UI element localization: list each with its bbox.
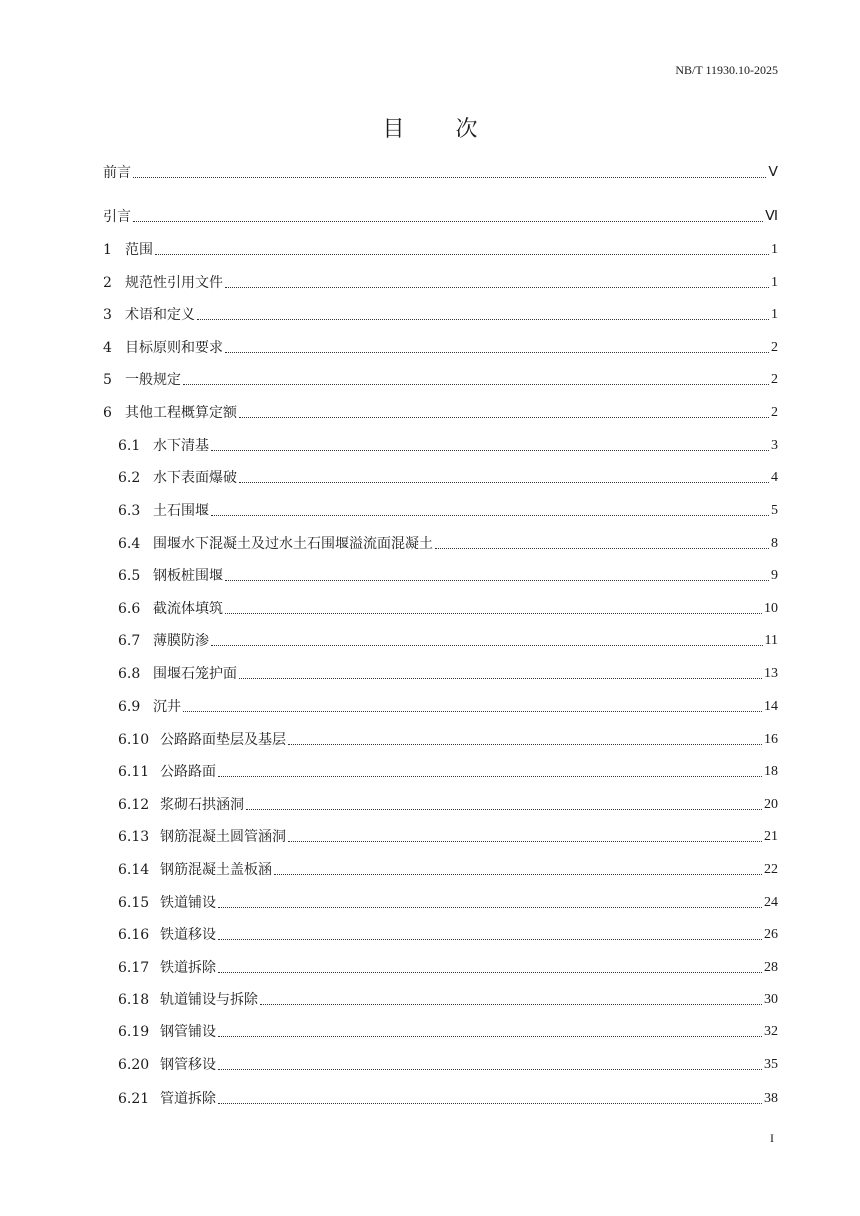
- toc-entry-page: 3: [771, 438, 778, 453]
- toc-entry-number: 6.10: [118, 732, 150, 748]
- toc-entry[interactable]: [103, 273, 778, 293]
- toc-entry-number: 6.1: [118, 438, 141, 454]
- toc-entry-label: 浆砌石拱涵洞: [160, 797, 244, 813]
- toc-entry-number: 6.14: [118, 862, 150, 878]
- toc-entry[interactable]: [103, 338, 778, 358]
- toc-entry-number: 6.12: [118, 797, 150, 813]
- dot-leader: [133, 220, 763, 222]
- toc-entry[interactable]: [118, 599, 778, 619]
- toc-entry-label: 目标原则和要求: [125, 340, 223, 356]
- toc-entry[interactable]: [118, 534, 778, 554]
- toc-entry-label: 引言: [103, 209, 131, 225]
- toc-entry-page: 8: [771, 536, 778, 551]
- toc-entry[interactable]: [118, 860, 778, 880]
- toc-entry-page: 38: [764, 1091, 778, 1106]
- toc-entry-label: 围堰石笼护面: [153, 666, 237, 682]
- toc-entry[interactable]: [103, 370, 778, 390]
- toc-entry-number: 6.16: [118, 927, 150, 943]
- toc-entry-label: 铁道移设: [160, 927, 216, 943]
- toc-entry-number: 6.8: [118, 666, 141, 682]
- dot-leader: [197, 318, 769, 320]
- toc-entry[interactable]: [118, 566, 778, 586]
- toc-entry-number: 6.4: [118, 536, 141, 552]
- dot-leader: [211, 644, 763, 646]
- toc-entry-page: 2: [771, 405, 778, 420]
- toc-entry-label: 公路路面垫层及基层: [160, 732, 286, 748]
- toc-entry-page: 1: [771, 275, 778, 290]
- toc-entry[interactable]: [118, 501, 778, 521]
- toc-entry-page: 2: [771, 340, 778, 355]
- toc-entry-label: 土石围堰: [153, 503, 209, 519]
- toc-entry[interactable]: [118, 795, 778, 815]
- toc-entry-number: 6.3: [118, 503, 141, 519]
- toc-entry[interactable]: [118, 762, 778, 782]
- toc-entry-label: 水下清基: [153, 438, 209, 454]
- toc-entry[interactable]: [118, 1055, 778, 1075]
- dot-leader: [218, 938, 762, 940]
- toc-entry-label: 钢筋混凝土盖板涵: [160, 862, 272, 878]
- toc-entry-label: 铁道拆除: [160, 960, 216, 976]
- toc-entry-label: 规范性引用文件: [125, 275, 223, 291]
- toc-entry-page: 4: [771, 470, 778, 485]
- toc-entry[interactable]: [118, 893, 778, 913]
- toc-entry-page: 24: [764, 895, 778, 910]
- toc-entry-page: 22: [764, 862, 778, 877]
- toc-entry-page: 28: [764, 960, 778, 975]
- dot-leader: [211, 449, 769, 451]
- toc-entry-number: 6.15: [118, 895, 150, 911]
- toc-entry[interactable]: [103, 207, 778, 227]
- toc-entry-number: 1: [103, 242, 112, 258]
- dot-leader: [218, 775, 762, 777]
- toc-entry-number: 6.2: [118, 470, 141, 486]
- toc-entry-number: 6.7: [118, 633, 141, 649]
- toc-entry-page: 20: [764, 797, 778, 812]
- toc-entry-page: 14: [764, 699, 778, 714]
- toc-entry-label: 管道拆除: [160, 1091, 216, 1107]
- toc-entry-page: 16: [764, 732, 778, 747]
- toc-entry[interactable]: [103, 403, 778, 423]
- toc-entry-number: 6.11: [118, 764, 150, 780]
- dot-leader: [225, 612, 762, 614]
- dot-leader: [288, 840, 762, 842]
- toc-entry-number: 3: [103, 307, 112, 323]
- toc-entry-label: 钢筋混凝土圆管涵洞: [160, 829, 286, 845]
- toc-entry-label: 沉井: [153, 699, 181, 715]
- toc-entry-number: 2: [103, 275, 112, 291]
- toc-entry-number: 6.18: [118, 992, 150, 1008]
- toc-entry-page: 1: [771, 307, 778, 322]
- toc-entry[interactable]: [103, 163, 778, 183]
- dot-leader: [435, 547, 769, 549]
- dot-leader: [133, 176, 766, 178]
- toc-entry[interactable]: [103, 305, 778, 325]
- toc-entry-label: 截流体填筑: [153, 601, 223, 617]
- toc-entry-number: 6.19: [118, 1024, 150, 1040]
- toc-entry-label: 薄膜防渗: [153, 633, 209, 649]
- toc-entry[interactable]: [118, 631, 778, 651]
- dot-leader: [183, 710, 762, 712]
- toc-entry-label: 前言: [103, 165, 131, 181]
- toc-entry-label: 轨道铺设与拆除: [160, 992, 258, 1008]
- toc-entry[interactable]: [118, 1089, 778, 1109]
- toc-entry[interactable]: [118, 436, 778, 456]
- toc-entry-page: 30: [764, 992, 778, 1007]
- toc-entry[interactable]: [118, 697, 778, 717]
- dot-leader: [288, 743, 762, 745]
- toc-entry-page: 32: [764, 1024, 778, 1039]
- toc-entry-label: 钢板桩围堰: [153, 568, 223, 584]
- toc-entry[interactable]: [118, 958, 778, 978]
- toc-entry-number: 5: [103, 372, 112, 388]
- toc-entry-page: 10: [764, 601, 778, 616]
- dot-leader: [183, 383, 769, 385]
- toc-entry-page: Ⅴ: [768, 165, 778, 180]
- toc-entry-number: 6.13: [118, 829, 150, 845]
- toc-entry[interactable]: [118, 990, 778, 1010]
- toc-entry-page: 9: [771, 568, 778, 583]
- dot-leader: [239, 481, 769, 483]
- toc-entry-page: 2: [771, 372, 778, 387]
- dot-leader: [218, 906, 762, 908]
- dot-leader: [225, 286, 769, 288]
- toc-entry-page: 1: [771, 242, 778, 257]
- toc-entry[interactable]: [118, 664, 778, 684]
- toc-entry-page: 35: [764, 1057, 778, 1072]
- toc-entry-number: 4: [103, 340, 112, 356]
- toc-entry-label: 钢管移设: [160, 1057, 216, 1073]
- dot-leader: [218, 1102, 762, 1104]
- toc-entry[interactable]: [118, 1022, 778, 1042]
- toc-entry-label: 水下表面爆破: [153, 470, 237, 486]
- toc-entry-page: 21: [764, 829, 778, 844]
- toc-entry-page: 13: [764, 666, 778, 681]
- dot-leader: [239, 677, 762, 679]
- footer-page-number: I: [770, 1131, 774, 1145]
- dot-leader: [155, 253, 769, 255]
- toc-entry[interactable]: [118, 468, 778, 488]
- toc-entry-label: 术语和定义: [125, 307, 195, 323]
- dot-leader: [218, 1068, 762, 1070]
- page-title: 目 次: [382, 117, 500, 142]
- toc-entry-label: 公路路面: [160, 764, 216, 780]
- toc-entry-label: 一般规定: [125, 372, 181, 388]
- toc-entry-number: 6.17: [118, 960, 150, 976]
- dot-leader: [211, 514, 769, 516]
- toc-entry-page: 5: [771, 503, 778, 518]
- toc-entry[interactable]: [103, 240, 778, 260]
- toc-entry-label: 范围: [125, 242, 153, 258]
- toc-entry-page: 11: [764, 633, 778, 648]
- toc-entry-label: 钢管铺设: [160, 1024, 216, 1040]
- dot-leader: [260, 1003, 762, 1005]
- toc-entry-label: 铁道铺设: [160, 895, 216, 911]
- toc-entry-label: 围堰水下混凝土及过水土石围堰溢流面混凝土: [153, 536, 433, 552]
- dot-leader: [246, 808, 762, 810]
- dot-leader: [239, 416, 769, 418]
- toc-entry[interactable]: [118, 827, 778, 847]
- dot-leader: [225, 351, 769, 353]
- toc-entry-label: 其他工程概算定额: [125, 405, 237, 421]
- toc-entry-page: 26: [764, 927, 778, 942]
- toc-entry[interactable]: [118, 925, 778, 945]
- toc-entry-number: 6.5: [118, 568, 141, 584]
- dot-leader: [218, 971, 762, 973]
- dot-leader: [225, 579, 769, 581]
- toc-entry[interactable]: [118, 730, 778, 750]
- toc-entry-page: Ⅵ: [765, 209, 778, 224]
- toc-entry-number: 6.9: [118, 699, 141, 715]
- toc-entry-number: 6.21: [118, 1091, 150, 1107]
- dot-leader: [218, 1035, 762, 1037]
- toc-entry-number: 6.6: [118, 601, 141, 617]
- standard-number: NB/T 11930.10-2025: [675, 63, 778, 77]
- toc-entry-number: 6.20: [118, 1057, 150, 1073]
- toc-entry-number: 6: [103, 405, 112, 421]
- toc-entry-page: 18: [764, 764, 778, 779]
- dot-leader: [274, 873, 762, 875]
